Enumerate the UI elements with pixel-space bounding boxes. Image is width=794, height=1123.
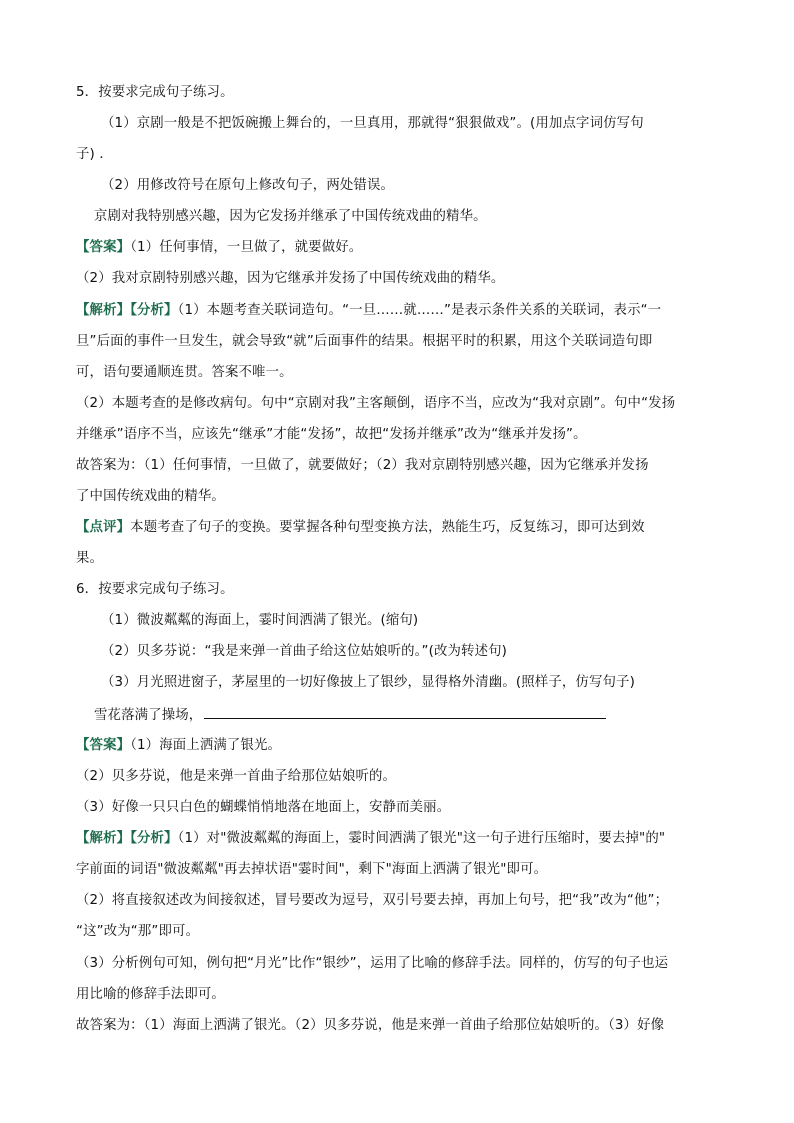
q5-prompt-1b: 子) ．	[76, 147, 113, 162]
q5-comment-line-1	[76, 519, 645, 537]
answer-blank-line[interactable]	[204, 706, 606, 719]
q5-prompt-2: （2）用修改符号在原句上修改句子，两处错误。	[101, 178, 395, 193]
q6-analysis-line-1	[76, 830, 665, 848]
q5-solution-1: 故答案为：（1）任何事情，一旦做了，就要做好；（2）我对京剧特别感兴趣，因为它继承并发扬	[76, 458, 649, 473]
q5-analysis-line-1	[76, 302, 661, 320]
q5-answer-2: （2）我对京剧特别感兴趣，因为它继承并发扬了中国传统戏曲的精华。	[76, 271, 505, 286]
q5-sentence: 京剧对我特别感兴趣，因为它发扬并继承了中国传统戏曲的精华。	[94, 209, 487, 224]
q5-prompt-1a: （1）京剧一般是不把饭碗搬上舞台的，一旦真用，那就得“狠狠做戏”。(用加点字词仿写句	[101, 116, 644, 131]
q6-solution-1: 故答案为：（1）海面上洒满了银光。（2）贝多芬说，他是来弹一首曲子给那位姑娘听的。（3）好像	[76, 1018, 665, 1033]
q5-analysis-1a: （1）本题考查关联词造句。“一旦……就……”是表示条件关系的关联词，表示“一	[177, 303, 662, 318]
comment-tag: 【点评】	[76, 520, 131, 535]
q6-answer-1: （1）海面上洒满了银光。	[130, 738, 282, 753]
q6-answer-2: （2）贝多芬说，他是来弹一首曲子给那位姑娘听的。	[76, 769, 397, 784]
q6-answer-line-1	[76, 737, 281, 755]
q6-analysis-2b: “这”改为“那”即可。	[76, 924, 200, 939]
q5-analysis-2b: 并继承”语序不当，应该先“继承”才能“发扬”，故把“发扬并继承”改为“继承并发扬”。	[76, 427, 587, 442]
q5-comment-1: 本题考查了句子的变换。要掌握各种句型变换方法，熟能生巧，反复练习，即可达到效	[130, 520, 645, 535]
q6-analysis-1a: （1）对"微波粼粼的海面上，霎时间洒满了银光"这一句子进行压缩时，要去掉"的"	[177, 831, 666, 846]
q6-fill-prefix: 雪花落满了操场，	[94, 708, 203, 723]
q6-analysis-3a: （3）分析例句可知，例句把“月光”比作“银纱”，运用了比喻的修辞手法。同样的，仿写的句子也运	[76, 956, 669, 971]
answer-tag: 【答案】	[76, 738, 131, 753]
q5-answer-line-1	[76, 239, 362, 257]
q6-prompt-3: （3）月光照进窗子，茅屋里的一切好像披上了银纱，显得格外清幽。(照样子，仿写句子)	[101, 675, 635, 690]
analysis-tag: 【解析】【分析】	[76, 831, 178, 846]
q5-answer-1: （1）任何事情，一旦做了，就要做好。	[130, 240, 363, 255]
q6-fill-line	[94, 706, 606, 725]
q6-analysis-2a: （2）将直接叙述改为间接叙述，冒号要改为逗号，双引号要去掉，再加上句号，把“我”改为“他”；	[76, 893, 669, 908]
q6-analysis-1b: 字前面的词语"微波粼粼"再去掉状语"霎时间"，剩下"海面上洒满了银光"即可。	[76, 862, 548, 877]
q6-answer-3: （3）好像一只只白色的蝴蝶悄悄地落在地面上，安静而美丽。	[76, 800, 451, 815]
q5-analysis-1b: 旦”后面的事件一旦发生，就会导致“就”后面事件的结果。根据平时的积累，用这个关联词造句即	[76, 334, 653, 349]
q6-title: 6．按要求完成句子练习。	[76, 582, 234, 597]
q5-comment-2: 果。	[76, 551, 104, 566]
q5-analysis-2a: （2）本题考查的是修改病句。句中“京剧对我”主客颠倒，语序不当，应改为“我对京剧”。句中“发扬	[76, 396, 676, 411]
q5-analysis-1c: 可，语句要通顺连贯。答案不唯一。	[76, 365, 293, 380]
q5-solution-2: 了中国传统戏曲的精华。	[76, 489, 225, 504]
q6-analysis-3b: 用比喻的修辞手法即可。	[76, 987, 225, 1002]
q5-title: 5．按要求完成句子练习。	[76, 85, 234, 100]
answer-tag: 【答案】	[76, 240, 131, 255]
q6-prompt-2: （2）贝多芬说：“我是来弹一首曲子给这位姑娘听的。”(改为转述句)	[101, 644, 508, 659]
q6-prompt-1: （1）微波粼粼的海面上，霎时间洒满了银光。(缩句)	[101, 613, 419, 628]
analysis-tag: 【解析】【分析】	[76, 303, 178, 318]
